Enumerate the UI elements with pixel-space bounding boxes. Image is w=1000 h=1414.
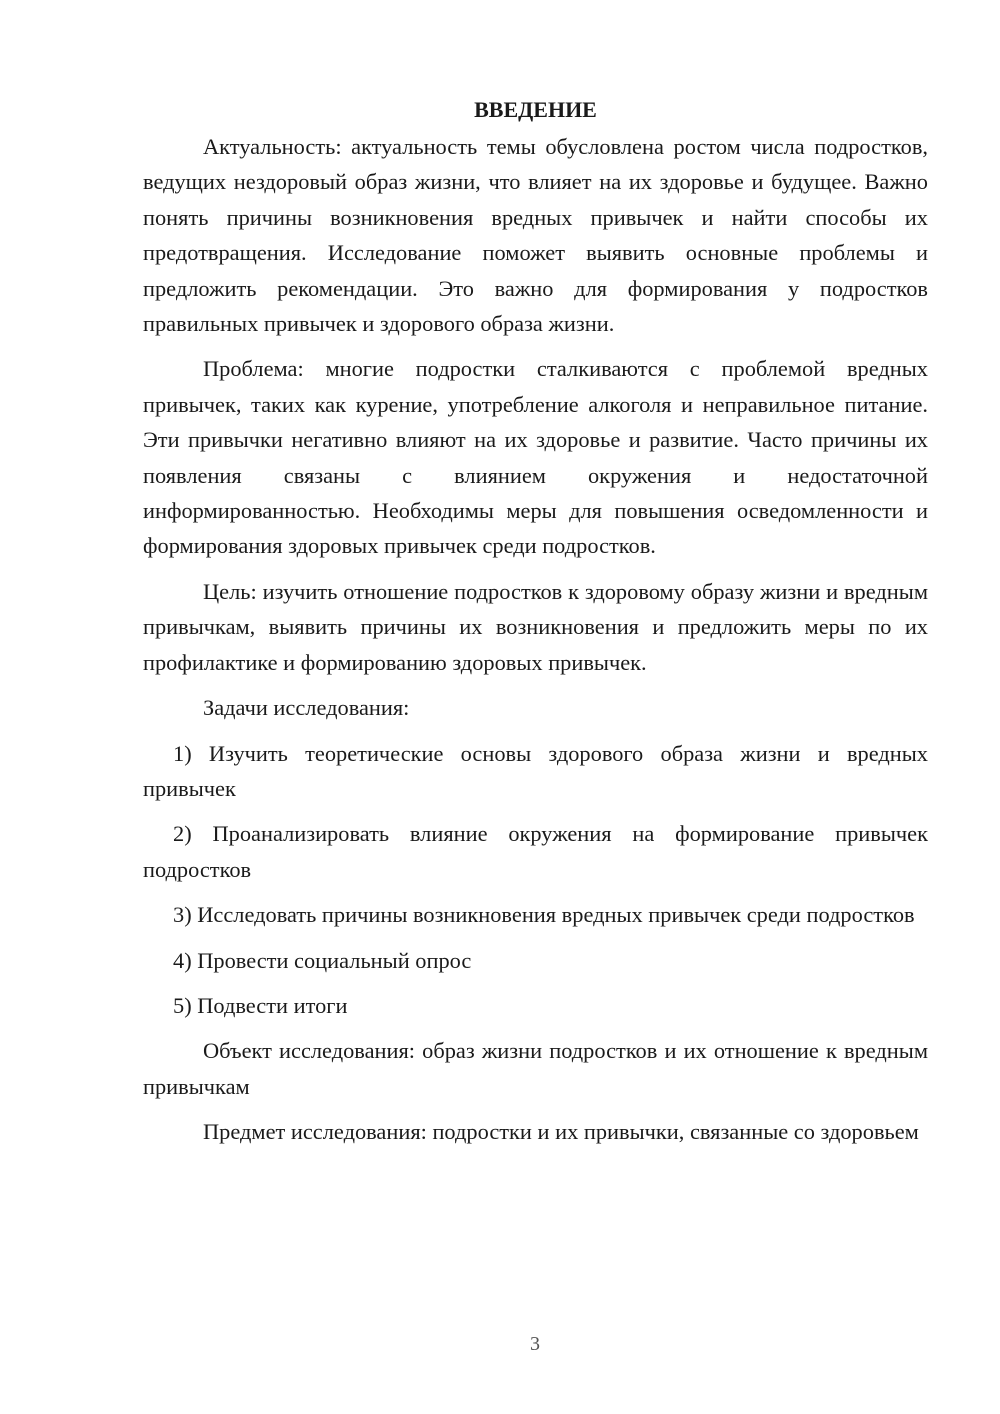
task-item-1: 1) Изучить теоретические основы здорового образа жизни и вредных привычек (143, 740, 928, 801)
paragraph-relevance: Актуальность: актуальность темы обусловлена ростом числа подростков, ведущих нездоровый образ жизни, что влияет на их здоровье и будущее. Важно понять причины возникновения вредных привычек и найти способы их предотвращения. Исследование поможет выявить основные проблемы и предложить рекомендации. Это важно для формирования у подростков правильных привычек и здорового образа жизни. (143, 134, 928, 337)
tasks-heading: Задачи исследования: (203, 695, 410, 721)
task-item-4: 4) Провести социальный опрос (173, 947, 472, 973)
task-item-5: 5) Подвести итоги (173, 992, 348, 1018)
paragraph-goal: Цель: изучить отношение подростков к здоровому образу жизни и вредным привычкам, выявить причины их возникновения и предложить меры по их профилактике и формированию здоровых привычек. (143, 578, 928, 675)
document-page (143, 92, 928, 1150)
paragraph-problem: Проблема: многие подростки сталкиваются с проблемой вредных привычек, таких как курение, употребление алкоголя и неправильное питание. Эти привычки негативно влияют на их здоровье и развитие. Часто причины их появления связаны с влиянием окружения и недостаточной информированностью. Необходимы меры для повышения осведомленности и формирования здоровых привычек среди подростков. (143, 356, 928, 559)
section-title: ВВЕДЕНИЕ (474, 97, 597, 122)
task-item-3: 3) Исследовать причины возникновения вредных привычек среди подростков (173, 902, 915, 928)
page-number: 3 (530, 1333, 540, 1355)
paragraph-subject: Предмет исследования: подростки и их привычки, связанные со здоровьем (203, 1119, 919, 1145)
paragraph-object: Объект исследования: образ жизни подростков и их отношение к вредным привычкам (143, 1038, 928, 1099)
task-item-2: 2) Проанализировать влияние окружения на формирование привычек подростков (143, 821, 928, 882)
